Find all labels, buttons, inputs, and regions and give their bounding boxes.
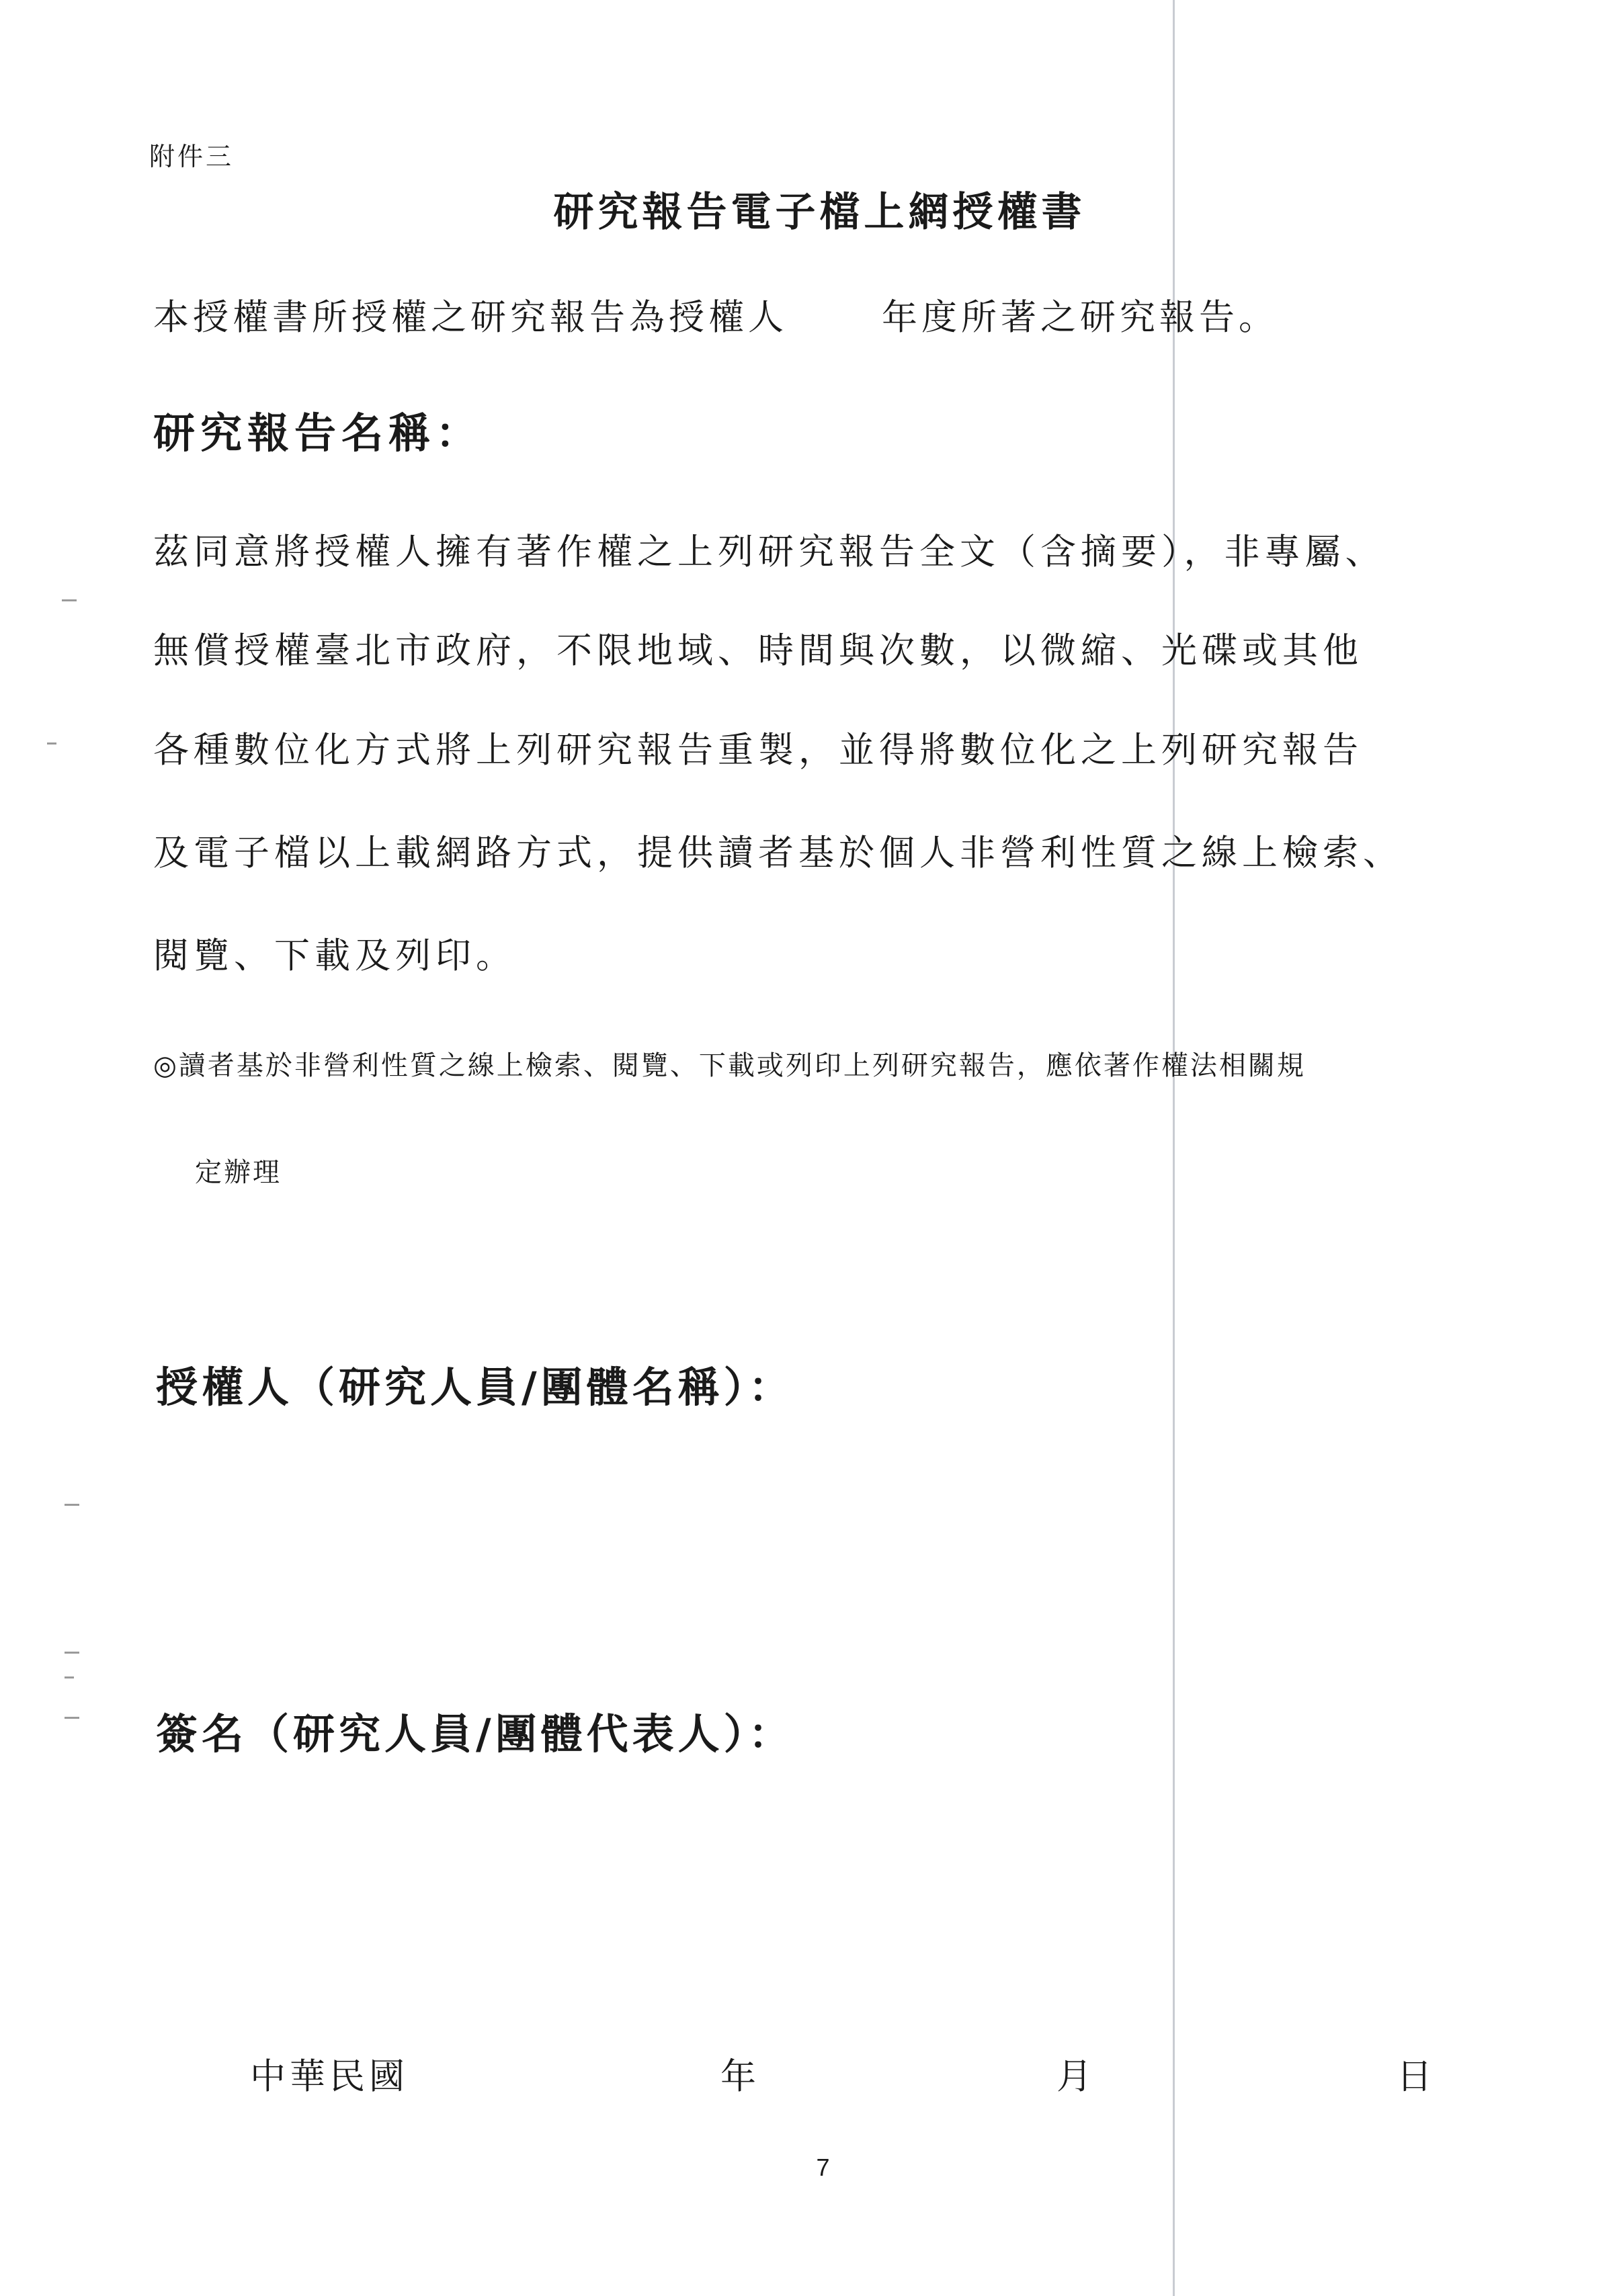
grantor-label: 授權人（研究人員/團體名稱）： — [156, 1363, 794, 1412]
body-line: 茲同意將授權人擁有著作權之上列研究報告全文（含摘要），非專屬、 — [153, 532, 1386, 572]
date-day-label: 日 — [1397, 2056, 1432, 2097]
signature-label: 簽名（研究人員/團體代表人）： — [156, 1709, 794, 1758]
note-line-continued: 定辦理 — [195, 1157, 282, 1188]
document-title: 研究報告電子檔上網授權書 — [553, 189, 1086, 236]
date-era-label: 中華民國 — [250, 2056, 409, 2097]
scan-mark — [65, 1717, 79, 1719]
intro-text-after: 年度所著之研究報告。 — [882, 297, 1278, 338]
date-year-label: 年 — [720, 2056, 756, 2097]
scan-mark — [65, 1504, 79, 1506]
body-line: 無償授權臺北市政府，不限地域、時間與次數，以微縮、光碟或其他 — [153, 630, 1363, 671]
intro-text-before: 本授權書所授權之研究報告為授權人 — [153, 297, 788, 338]
scan-mark — [47, 742, 56, 745]
scan-mark — [65, 1676, 74, 1678]
note-line: ◎讀者基於非營利性質之線上檢索、閱覽、下載或列印上列研究報告，應依著作權法相關規 — [153, 1050, 1306, 1081]
scan-mark — [65, 1652, 79, 1654]
date-month-label: 月 — [1056, 2056, 1092, 2097]
body-line: 各種數位化方式將上列研究報告重製，並得將數位化之上列研究報告 — [153, 730, 1363, 771]
body-line: 閱覽、下載及列印。 — [153, 935, 516, 976]
scan-mark — [62, 599, 77, 601]
page-number: 7 — [816, 2154, 830, 2181]
scan-fold-line — [1173, 0, 1175, 2296]
report-name-label: 研究報告名稱： — [153, 409, 483, 458]
body-line: 及電子檔以上載網路方式，提供讀者基於個人非營利性質之線上檢索、 — [153, 833, 1403, 874]
attachment-label: 附件三 — [149, 142, 235, 171]
intro-sentence — [153, 297, 1278, 338]
